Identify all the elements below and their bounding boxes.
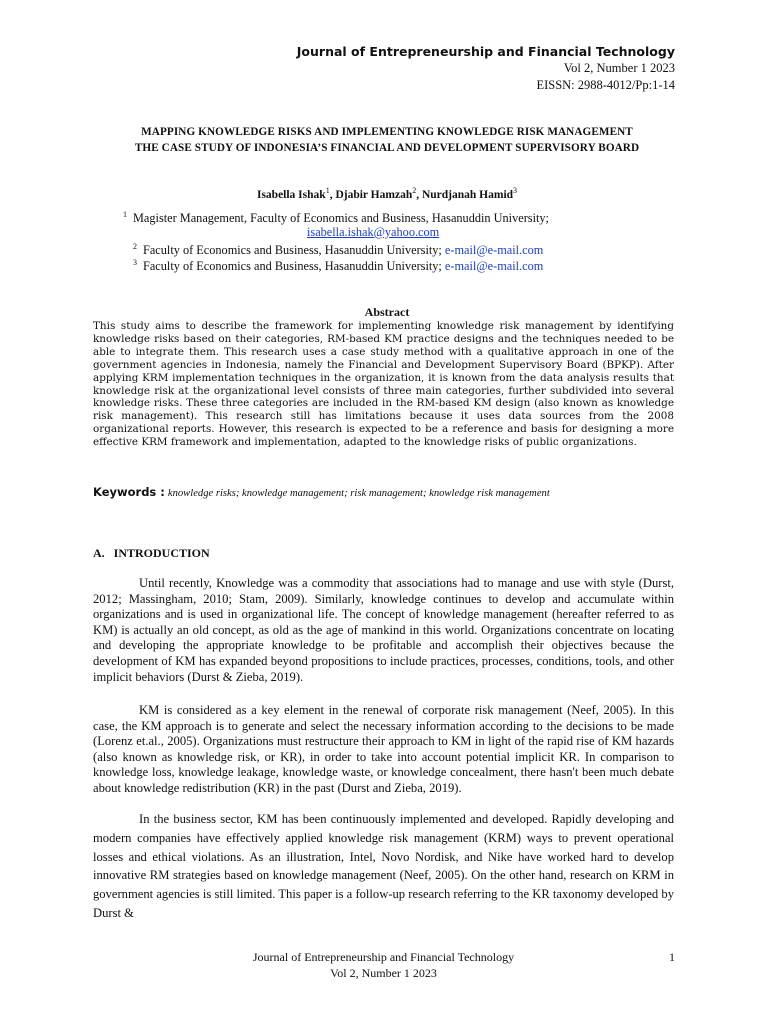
author-sup: 3	[513, 186, 518, 195]
email-link[interactable]: e-mail@e-mail.com	[444, 243, 544, 258]
paragraph: KM is considered as a key element in the renewal of corporate risk management (Neef, 2005). In this case, the KM approach is to generate and select the necessary information according to the decisions to be made (Lorenz et.al., 2005). Organizations must restructure their approach to KM in light of the rapid rise of KM hazards (also known as knowledge risk, or KR), in order to take into account potential implicit KR. In comparison to knowledge loss, knowledge leakage, knowledge waste, or knowledge concealment, there hasn't been much debate about knowledge redistribution (KR) in the past (Durst and Zieba, 2019).	[93, 703, 674, 795]
email-link[interactable]: isabella.ishak@yahoo.com	[307, 225, 440, 239]
author-name: Isabella Ishak	[256, 188, 326, 201]
journal-name: Journal of Entrepreneurship and Financial Technology	[296, 44, 675, 59]
page-number: 1	[669, 950, 675, 964]
paper-title-line-1: MAPPING KNOWLEDGE RISKS AND IMPLEMENTING KNOWLEDGE RISK MANAGEMENT	[141, 126, 633, 138]
author-sup: 1	[325, 186, 330, 195]
affiliation-text: Faculty of Economics and Business, Hasanuddin University;	[143, 259, 442, 274]
author-name: Djabir Hamzah	[335, 188, 413, 201]
affiliation-text: Magister Management, Faculty of Economics and Business, Hasanuddin University;	[133, 211, 549, 226]
footer-volume: Vol 2, Number 1 2023	[330, 966, 437, 980]
author-name: Nurdjanah Hamid	[421, 188, 514, 201]
affiliation-sup: 1	[123, 210, 127, 219]
paragraph: Until recently, Knowledge was a commodity that associations had to manage and use with style (Durst, 2012; Massingham, 2010; Stam, 2009). Similarly, knowledge continues to develop and accumulate within organizations and is used in organizational life. The concept of knowledge management (hereafter referred to as KM) is actually an old concept, as old as the age of mankind in this world. Organizations concentrate on locating and developing the appropriate knowledge to be profitable and accomplish their objectives because the development of KM has expanded beyond propositions to include practices, processes, conditions, tools, and other implicit behaviors (Durst & Zieba, 2019).	[93, 576, 674, 684]
affiliation-2	[133, 242, 543, 258]
keywords-text: knowledge risks; knowledge management; risk management; knowledge risk management	[167, 488, 550, 499]
abstract-heading: Abstract	[364, 305, 410, 319]
journal-volume: Vol 2, Number 1 2023	[563, 61, 675, 75]
affiliation-1-email[interactable]	[307, 225, 439, 240]
keywords	[93, 485, 550, 500]
author-list: Isabella Ishak$^1$, Djabir Hamzah$^2$, Nurdjanah Hamid$^3$	[256, 186, 518, 201]
paper-title-line-2: THE CASE STUDY OF INDONESIA’S FINANCIAL AND DEVELOPMENT SUPERVISORY BOARD	[134, 142, 640, 154]
journal-issn: EISSN: 2988-4012/Pp:1-14	[536, 78, 675, 92]
section-heading: A. INTRODUCTION	[93, 546, 210, 560]
affiliation-sup: 3	[133, 258, 137, 267]
email-link[interactable]: e-mail@e-mail.com	[444, 259, 544, 274]
footer-journal: Journal of Entrepreneurship and Financial Technology	[252, 950, 515, 964]
affiliation-text: Faculty of Economics and Business, Hasanuddin University;	[143, 243, 442, 258]
keywords-label: Keywords :	[93, 485, 165, 499]
affiliation-1	[123, 210, 549, 226]
affiliation-3	[133, 258, 543, 274]
abstract-text: This study aims to describe the framework for implementing knowledge risk management by identifying knowledge risks based on their categories, RM-based KM practice designs and the techniques needed to be able to integrate them. This research uses a case study method with a qualitative approach in one of the government agencies in Indonesia, namely the Financial and Development Supervisory Board (BPKP). After applying KRM implementation techniques in the organization, it is known from the data analysis results that knowledge risk at the organizational level consists of three main categories, further subdivided into several knowledge risks. These three categories are included in the RM-based KM design (also known as knowledge risk management). This research still has limitations because it uses data sources from the 2008 organizational reports. However, this research is expected to be a reference and basis for designing a more effective KRM framework and implementation, adapted to the knowledge risks of public organizations.	[93, 320, 674, 449]
author-sup: 2	[412, 186, 417, 195]
paragraph: In the business sector, KM has been continuously implemented and developed. Rapidly developing and modern companies have effectively applied knowledge risk management (KRM) ways to prevent operational losses and ethical violations. As an illustration, Intel, Novo Nordisk, and Nike have worked hard to develop innovative RM strategies based on knowledge management (Neef, 2005). On the other hand, research on KRM in government agencies is still limited. This paper is a follow-up research referring to the KR taxonomy developed by Durst &	[93, 812, 674, 920]
affiliation-sup: 2	[133, 242, 137, 251]
